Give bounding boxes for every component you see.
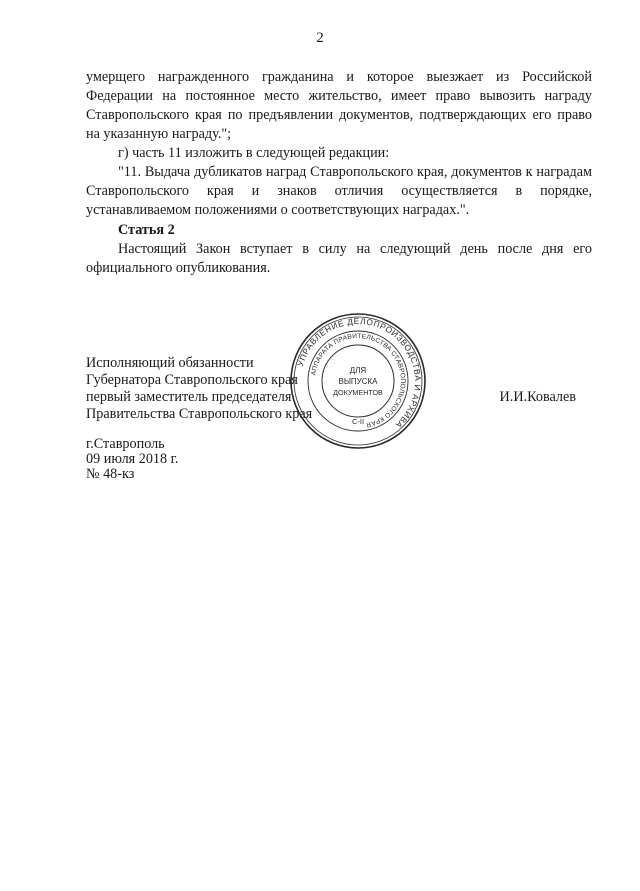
law-number: № 48-кз — [86, 466, 135, 482]
paragraph-text: умерщего награжденного гражданина и которое выезжает из Российской Федерации на постоянное место жительство, имеет право вывозить награду Ставропольского края по предъявлении документов, подтверждающих его право на указанную награду."; — [86, 69, 592, 142]
article-heading: Статья 2 — [118, 222, 175, 238]
stamp-graphic — [288, 311, 428, 451]
stamp-code: С-II — [351, 417, 365, 426]
page-number: 2 — [316, 30, 324, 46]
paragraph-text: Настоящий Закон вступает в силу на следующий день после дня его официального опубликования. — [86, 241, 592, 276]
place-date-block — [86, 437, 178, 482]
signature-title-line: Исполняющий обязанности — [86, 355, 254, 371]
paragraph-text: г) часть 11 изложить в следующей редакции: — [118, 145, 390, 161]
stamp-center-line: ДЛЯ — [349, 366, 367, 375]
signature-block — [86, 355, 312, 423]
signature-title-line: Губернатора Ставропольского края — [86, 372, 298, 388]
signature-title-line: первый заместитель председателя — [86, 389, 292, 405]
signature-title-line: Правительства Ставропольского края — [86, 406, 313, 422]
stamp-center-line: ДОКУМЕНТОВ — [333, 388, 383, 397]
body-paragraph-2 — [86, 144, 592, 220]
body-paragraph-1 — [86, 68, 592, 144]
stamp-center-line: ВЫПУСКА — [338, 377, 378, 386]
stamp-inner-text: АППАРАТА ПРАВИТЕЛЬСТВА СТАВРОПОЛЬСКОГО КРАЯ — [310, 332, 407, 429]
stamp-outer-text: УПРАВЛЕНИЕ ДЕЛОПРОИЗВОДСТВА И АРХИВА — [295, 315, 424, 431]
law-date: 09 июля 2018 г. — [86, 451, 179, 467]
paragraph-text: "11. Выдача дубликатов наград Ставропольского края, документов к наградам Ставропольского края и знаков отличия осуществляется в порядке, устанавливаемом положениями о соответствующих наградах.". — [86, 164, 592, 218]
city: г.Ставрополь — [86, 436, 165, 452]
official-stamp — [288, 311, 428, 451]
body-paragraph-3 — [86, 240, 592, 278]
signatory-name: И.И.Ковалев — [499, 389, 576, 405]
